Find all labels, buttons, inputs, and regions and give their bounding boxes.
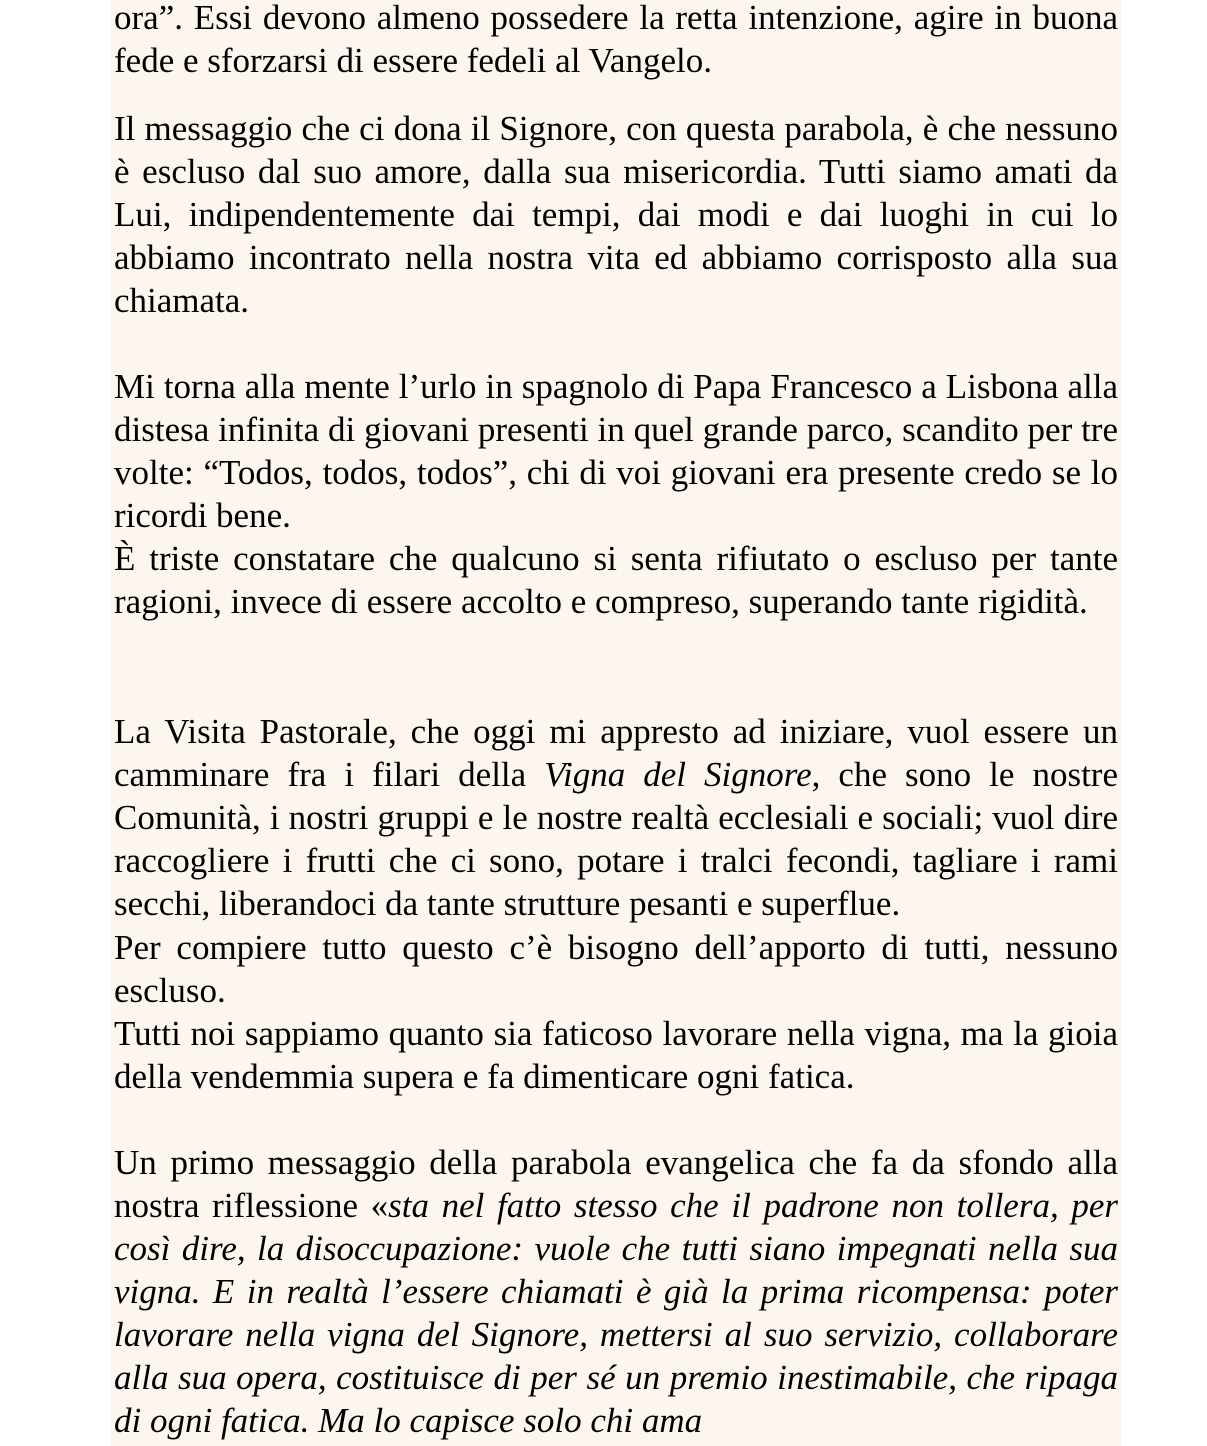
italic-emphasis: Vigna del Signore: [544, 755, 812, 794]
paragraph: [114, 1141, 1118, 1442]
paragraph-text: Mi torna alla mente l’urlo in spagnolo di Papa Francesco a Lisbona alla distesa infinita di giovani presenti in quel grande parco, scandito per tre volte: “Todos, todos, todos”, chi di voi giovani era presente credo se lo ricordi bene.: [114, 367, 1118, 535]
paragraph-text: È triste constatare che qualcuno si senta rifiutato o escluso per tante ragioni, invece di essere accolto e compreso, superando tante rigidità.: [114, 539, 1118, 621]
paragraph-text: ora”. Essi devono almeno possedere la retta intenzione, agire in buona fede e sforzarsi di essere fedeli al Vangelo.: [114, 0, 1118, 80]
paragraph-text: [114, 1141, 1118, 1442]
paragraph-text-start: La Visita Pastorale, che oggi mi appresto ad iniziare, vuol essere un camminare fra i filari della: [114, 712, 1118, 794]
paragraph-text: [114, 710, 1118, 925]
paragraph: [114, 710, 1118, 925]
italic-quotation: sta nel fatto stesso che il padrone non tollera, per così dire, la disoccupazione: vuole che tutti siano impegnati nella sua vigna. E in realtà l’essere chiamati è già la prima ricompensa: poter lavorare nella vigna del Signore, mettersi al suo servizio, collaborare alla sua opera, costituisce di per sé un premio inestimabile, che ripaga di ogni fatica. Ma lo capisce solo chi ama: [114, 1186, 1118, 1440]
paragraph: [114, 537, 1118, 623]
paragraph: [114, 1012, 1118, 1098]
paragraph: [114, 365, 1118, 537]
paragraph: [114, 107, 1118, 322]
paragraph-text-end: , che sono le nostre Comunità, i nostri gruppi e le nostre realtà ecclesiali e sociali; vuol dire raccogliere i frutti che ci sono, potare i tralci fecondi, tagliare i rami secchi, liberandoci da tante strutture pesanti e superflue.: [114, 755, 1118, 923]
paragraph: [114, 0, 1118, 82]
paragraph-text: Per compiere tutto questo c’è bisogno dell’apporto di tutti, nessuno escluso.: [114, 928, 1118, 1010]
paragraph-text: Tutti noi sappiamo quanto sia faticoso lavorare nella vigna, ma la gioia della vendemmia supera e fa dimenticare ogni fatica.: [114, 1014, 1118, 1096]
paragraph-text: Il messaggio che ci dona il Signore, con questa parabola, è che nessuno è escluso dal suo amore, dalla sua misericordia. Tutti siamo amati da Lui, indipendentemente dai tempi, dai modi e dai luoghi in cui lo abbiamo incontrato nella nostra vita ed abbiamo corrisposto alla sua chiamata.: [114, 109, 1118, 320]
paragraph: [114, 926, 1118, 1012]
paragraph-text-start: Un primo messaggio della parabola evangelica che fa da sfondo alla nostra riflessione «: [114, 1143, 1118, 1225]
